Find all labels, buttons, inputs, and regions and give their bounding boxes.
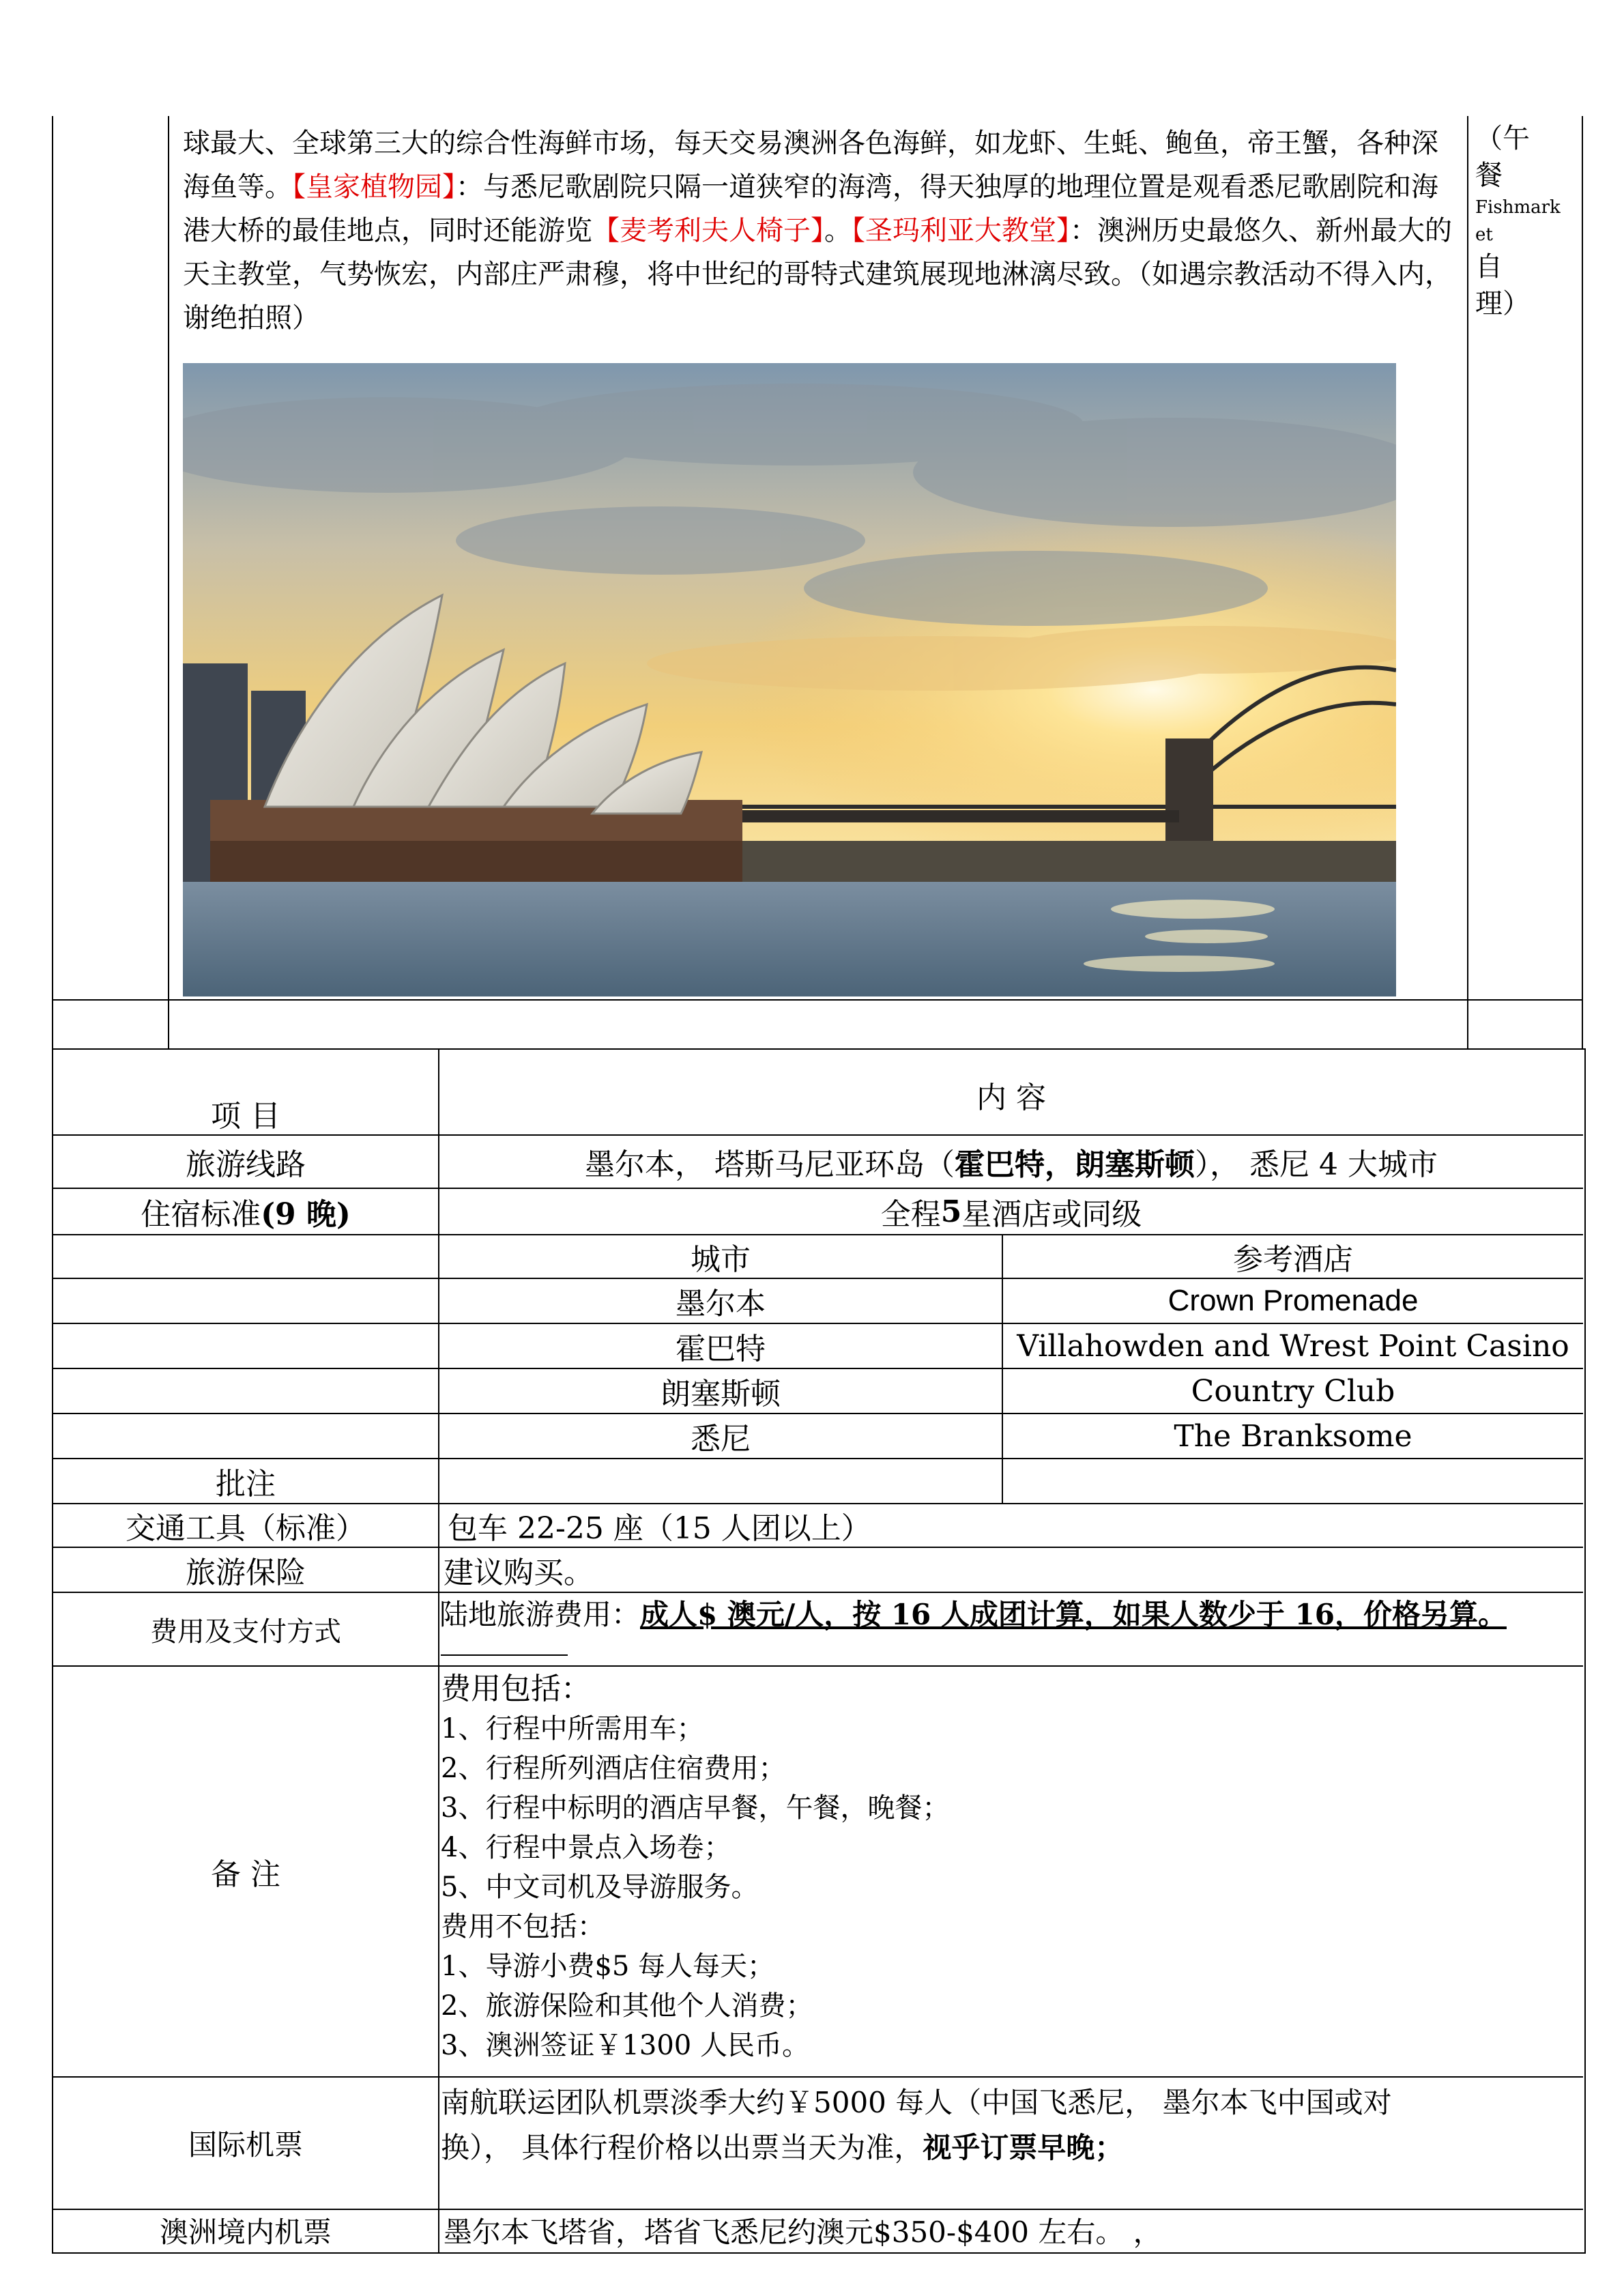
includes-item: 1、行程中所需用车； xyxy=(441,1713,704,1745)
desc-part-2: ：与悉尼歌剧院只隔一道狭窄的海湾，得天独厚的地理位置是观看悉尼歌剧院和海港大桥的最佳地点，同时还能游览 xyxy=(183,171,1438,246)
domestic-flight-value: 墨尔本飞塔省，塔省飞悉尼约澳元$350-$400 左右。 ， xyxy=(444,2215,1162,2249)
accommodation-value-pre: 全程 xyxy=(880,1197,941,1232)
domestic-flight-label: 澳洲境内机票 xyxy=(159,2215,332,2249)
hotel-name: Crown Promenade xyxy=(1168,1284,1419,1317)
intl-flight-value xyxy=(441,2080,1574,2170)
meal-note-venue: Fishmarket xyxy=(1475,197,1561,245)
hotel-name: Villahowden and Wrest Point Casino xyxy=(1017,1328,1569,1364)
includes-item: 2、行程所列酒店住宿费用； xyxy=(441,1753,786,1784)
accommodation-label-bold: (9 晚) xyxy=(261,1197,351,1232)
meal-note-open: （午 xyxy=(1475,123,1530,154)
route-value-pre: 墨尔本， 塔斯马尼亚环岛（ xyxy=(585,1147,955,1182)
desc-part-1: 球最大、全球第三大的综合性海鲜市场，每天交易澳洲各色海鲜，如龙虾、生蚝、鲍鱼，帝王蟹，各种深海鱼等。 xyxy=(183,128,1438,203)
payment-value-bold: 成人$ 澳元/人，按 16 人成团计算，如果人数少于 16，价格另算。 xyxy=(640,1598,1507,1631)
hotel-name: The Branksome xyxy=(1174,1418,1412,1454)
route-label: 旅游线路 xyxy=(186,1147,306,1182)
intl-flight-line2-pre: 换）， 具体行程价格以出票当天为准， xyxy=(441,2131,923,2164)
includes-item: 5、中文司机及导游服务。 xyxy=(441,1871,759,1903)
transport-label: 交通工具（标准） xyxy=(126,1511,366,1546)
desc-part-3: 。 xyxy=(824,215,852,246)
route-value-bold: 霍巴特，朗塞斯顿 xyxy=(955,1147,1195,1182)
excludes-title: 费用不包括： xyxy=(441,1911,605,1942)
header-content: 内 容 xyxy=(976,1080,1046,1115)
accommodation-value xyxy=(439,1189,1583,1234)
excludes-item: 3、澳洲签证￥1300 人民币。 xyxy=(441,2030,809,2061)
hotel-name: Country Club xyxy=(1191,1373,1395,1409)
route-value-post: ）， 悉尼 4 大城市 xyxy=(1195,1147,1438,1182)
insurance-label: 旅游保险 xyxy=(186,1555,306,1590)
hotel-city: 霍巴特 xyxy=(676,1332,766,1366)
accommodation-value-post: 星酒店或同级 xyxy=(961,1197,1142,1232)
remarks-label: 备 注 xyxy=(211,1857,280,1892)
accommodation-value-bold: 5 xyxy=(940,1194,962,1229)
hotel-city: 悉尼 xyxy=(691,1422,751,1456)
payment-label: 费用及支付方式 xyxy=(150,1616,341,1648)
hotel-city: 墨尔本 xyxy=(676,1287,766,1321)
meal-note-self: 自 xyxy=(1475,251,1503,283)
desc-part-4: ：澳洲历史最悠久、新州最大的天主教堂，气势恢宏，内部庄严肃穆，将中世纪的哥特式建筑展现地淋漓尽致。（如遇宗教活动不得入内，谢绝拍照） xyxy=(183,215,1452,334)
remarks-content xyxy=(441,1669,1574,2065)
accommodation-label xyxy=(53,1189,438,1234)
excludes-item: 1、导游小费$5 每人每天； xyxy=(441,1951,775,1982)
intl-flight-label: 国际机票 xyxy=(188,2128,303,2162)
meal-note-meal: 餐 xyxy=(1475,160,1503,191)
hotel-header-city: 城市 xyxy=(691,1242,751,1277)
route-value xyxy=(439,1136,1583,1188)
insurance-value: 建议购买。 xyxy=(444,1555,594,1590)
includes-title: 费用包括： xyxy=(441,1671,591,1706)
sydney-harbour-photo xyxy=(183,363,1396,996)
mrs-macquarie-chair-link: 【麦考利夫人椅子】 xyxy=(592,215,824,246)
accommodation-label-pre: 住宿标准 xyxy=(141,1197,261,1232)
meal-note-pay: 理） xyxy=(1475,288,1530,319)
intl-flight-line2-bold: 视乎订票早晚； xyxy=(923,2131,1124,2164)
st-mary-cathedral-link: 【圣玛利亚大教堂】 xyxy=(852,215,1070,246)
meal-note xyxy=(1475,120,1564,322)
hotel-header-hotel: 参考酒店 xyxy=(1233,1242,1353,1277)
royal-botanic-garden-link: 【皇家植物园】 xyxy=(292,171,456,203)
payment-value-pre: 陆地旅游费用： xyxy=(439,1598,641,1631)
header-item: 项 目 xyxy=(211,1099,280,1134)
intl-flight-line2 xyxy=(441,2125,1574,2170)
payment-value xyxy=(439,1593,1572,1637)
includes-item: 4、行程中景点入场卷； xyxy=(441,1832,731,1863)
itinerary-description xyxy=(183,121,1459,340)
includes-item: 3、行程中标明的酒店早餐，午餐，晚餐； xyxy=(441,1792,950,1824)
hotel-city: 朗塞斯顿 xyxy=(661,1377,781,1411)
excludes-item: 2、旅游保险和其他个人消费； xyxy=(441,1990,813,2022)
notes-label: 批注 xyxy=(216,1467,276,1502)
intl-flight-line1: 南航联运团队机票淡季大约￥5000 每人（中国飞悉尼， 墨尔本飞中国或对 xyxy=(441,2086,1392,2119)
transport-value: 包车 22-25 座（15 人团以上） xyxy=(448,1511,871,1546)
